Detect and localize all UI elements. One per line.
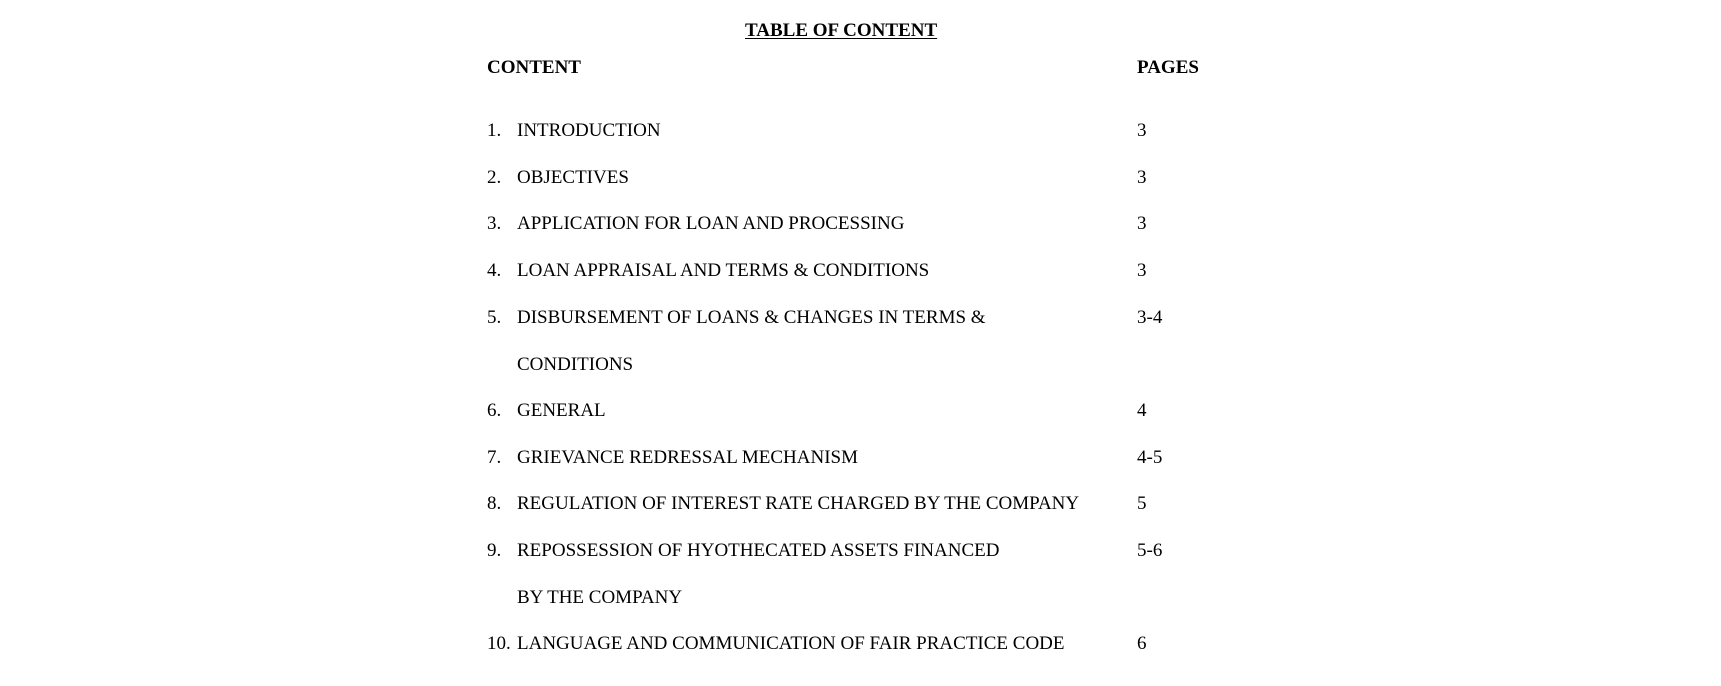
toc-entry-pages: 3 xyxy=(1137,120,1147,141)
toc-entry-number: 6. xyxy=(487,400,502,421)
toc-entry-pages: 5-6 xyxy=(1137,540,1163,561)
document-title: TABLE OF CONTENT xyxy=(745,20,938,41)
toc-entry-title: REGULATION OF INTEREST RATE CHARGED BY THE COMPANY xyxy=(517,493,1080,514)
toc-entry-number: 5. xyxy=(487,307,502,328)
toc-entry-title: LANGUAGE AND COMMUNICATION OF FAIR PRACTICE CODE xyxy=(517,633,1065,654)
toc-entry-title: GENERAL xyxy=(517,400,606,421)
toc-entry-title-continuation: CONDITIONS xyxy=(517,354,634,375)
pages-column-header: PAGES xyxy=(1137,57,1199,78)
toc-entry-title: APPLICATION FOR LOAN AND PROCESSING xyxy=(517,213,905,234)
toc-entry-pages: 3-4 xyxy=(1137,307,1163,328)
content-column-header: CONTENT xyxy=(487,57,581,78)
toc-entry-pages: 5 xyxy=(1137,493,1147,514)
toc-entry-title: DISBURSEMENT OF LOANS & CHANGES IN TERMS & xyxy=(517,307,986,328)
toc-entry-title: INTRODUCTION xyxy=(517,120,661,141)
toc-entry-number: 4. xyxy=(487,260,502,281)
toc-entry-number: 1. xyxy=(487,120,502,141)
toc-entry-number: 8. xyxy=(487,493,502,514)
toc-entry-title-continuation: BY THE COMPANY xyxy=(517,587,683,608)
toc-entry-number: 9. xyxy=(487,540,502,561)
toc-entry-title: LOAN APPRAISAL AND TERMS & CONDITIONS xyxy=(517,260,930,281)
toc-entry-number: 2. xyxy=(487,167,502,188)
toc-entry-pages: 3 xyxy=(1137,260,1147,281)
toc-entry-number: 7. xyxy=(487,447,502,468)
toc-entry-pages: 3 xyxy=(1137,213,1147,234)
toc-entry-pages: 3 xyxy=(1137,167,1147,188)
toc-entry-title: REPOSSESSION OF HYOTHECATED ASSETS FINANCED xyxy=(517,540,1000,561)
toc-entry-number: 10. xyxy=(487,633,511,654)
toc-entry-title: OBJECTIVES xyxy=(517,167,629,188)
toc-entry-pages: 4 xyxy=(1137,400,1147,421)
toc-entry-pages: 6 xyxy=(1137,633,1147,654)
toc-entry-number: 3. xyxy=(487,213,502,234)
toc-entry-pages: 4-5 xyxy=(1137,447,1163,468)
toc-entry-title: GRIEVANCE REDRESSAL MECHANISM xyxy=(517,447,858,468)
